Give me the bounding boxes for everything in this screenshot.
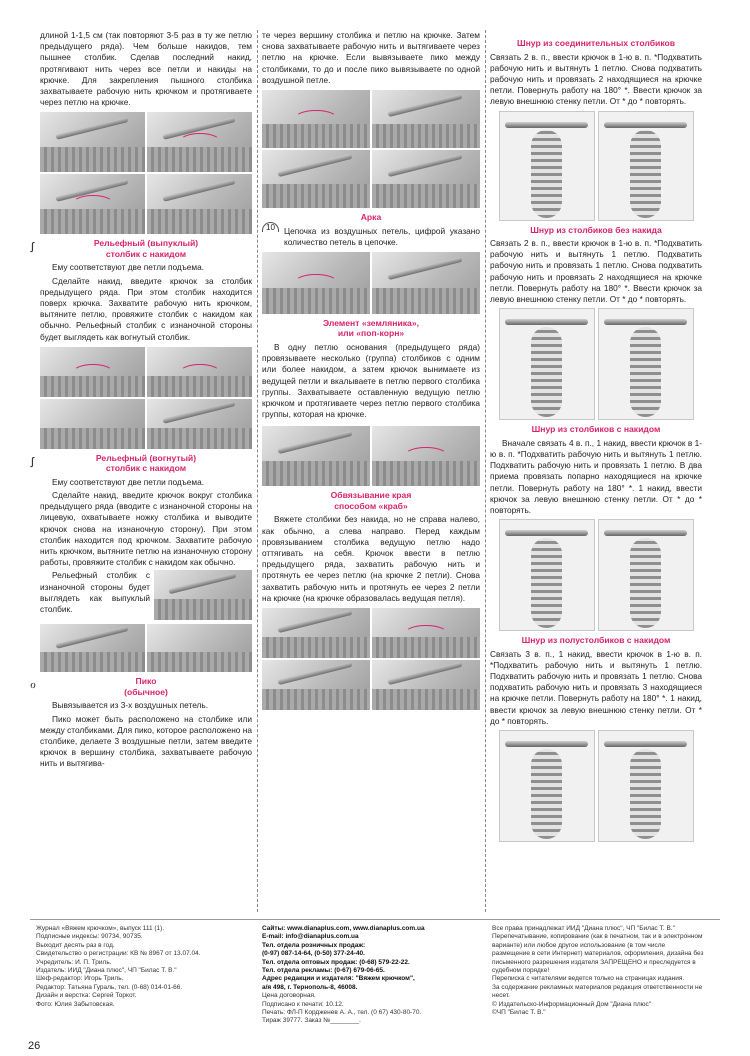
step-photo xyxy=(262,426,370,486)
photo-grid xyxy=(40,347,252,449)
photo-grid xyxy=(40,624,252,672)
paragraph: Ему соответствуют две петли подъема. xyxy=(52,476,205,487)
paragraph: Ему соответствуют две петли подъема. xyxy=(52,262,205,273)
photo-grid xyxy=(262,426,480,486)
footer-contacts: Сайты: www.dianaplus.com, www.dianaplus.com.ua E-mail: info@dianaplus.com.ua Тел. отдела розничных продаж: (0-97) 087-14-64, (0-50) 377-24-40. Тел. отдела оптовых продаж: (0-68) 579-22-22. Тел. отдела рекламы: (0-67) 679-06-65. Адрес редакции и издателя: "Вяжем крючком", а/я 498, г. Тернополь-8, 46008. Цена договорная. Подписано к печати: 10.12. Печать: ФЛ-П Кордженев А. А., тел. (0 67) 430-80-70. Тираж 39777. Заказ №________. xyxy=(262,925,425,1025)
paragraph: Вяжете столбики без накида, но не справа налево, как обычно, а слева направо. Перед каждым провязыванием столбика ведущую петлю надо оттягивать на себя. Крючок ввести в петлю предыдущего ряда, захватить рабочую нить и протянуть ее через петлю (на крючке 2 петли). Снова захватить рабочую нить и протянуть ее через 2 петли на крючке (на крючке образовалась ведущая петля). xyxy=(262,514,480,603)
step-photo xyxy=(40,347,145,397)
footer-imprint: Журнал «Вяжем крючком», выпуск 111 (1). Подписные индексы: 90734, 90735. Выходит десять раз в год. Свидетельство о регистрации: КВ № 8967 от 13.07.04. Учредитель: И. П. Триль. Издатель: ИИД "Диана плюс", ЧП "Билас Т. В." Шеф-редактор: Игорь Триль. Редактор: Татьяна Гураль, тел. (0-68) 014-01-66. Дизайн и верстка: Сергей Торкот. Фото: Юлия Забытовская. xyxy=(36,925,201,1008)
cord-photo xyxy=(598,308,694,420)
cord-photos xyxy=(490,519,702,631)
picot-symbol-icon: ℴ xyxy=(30,676,37,692)
column-2 xyxy=(262,30,480,714)
step-photo xyxy=(262,90,370,148)
step-photo xyxy=(147,174,252,234)
paragraph: Пико может быть расположено на столбике или между столбиками. Для пико, которое расположено на столбике, делаете 3 воздушные петли, затем введите крючок в вершину столбика, захватываете рабочую нить и вытягива- xyxy=(40,713,252,769)
step-photo xyxy=(262,150,370,208)
footer-copyright: Все права принадлежат ИИД "Диана плюс", ЧП "Билас Т. В." Перепечатывание, копирование (как в печатном, так и в электронном варианте) или любое другое использование (в том числе размещение в сети Интернет) материалов, оформления, дизайна без письменного разрешения издателя ЗАПРЕЩЕНО и преследуется в судебном порядке! Переписка с читателями ведется только на страницах издания. За содержание рекламных материалов редакция ответственности не несет. © Издательско-Информационный Дом "Диана плюс" ©ЧП "Билас Т. В." xyxy=(492,925,704,1017)
step-photo xyxy=(372,426,480,486)
arch-symbol: 10 xyxy=(262,222,279,232)
section-title: Шнур из полустолбиков с накидом xyxy=(521,635,671,646)
column-1 xyxy=(30,30,252,772)
section-title: Обвязывание края способом «краб» xyxy=(330,490,412,511)
paragraph: Сделайте накид, введите крючок за столбик предыдущего ряда. При этом столбик находится поверх крючка. Захватите рабочую нить крючком, вытяните петлю, провяжите столбик с накидом как обычно. Рельефный столбик с изнаночной стороны будет выглядеть как вогнутый столбик. xyxy=(40,275,252,342)
step-photo xyxy=(372,90,480,148)
cord-photo xyxy=(598,730,694,842)
step-photo xyxy=(40,112,145,172)
section-title: Элемент «земляника», или «поп-корн» xyxy=(323,317,419,339)
cord-photos xyxy=(490,111,702,221)
page-number: 26 xyxy=(28,1040,41,1052)
step-photo xyxy=(40,174,145,234)
paragraph: Связать 2 в. п., ввести крючок в 1-ю в. п. *Подхватить рабочую нить и вытянуть 1 петлю. Подхватить рабочую нить и провязать 1 петлю. Снова подхватить рабочую нить и провязать 2 находящиеся на крючке петли. Повернуть работу на 180° *. Ввести крючок за левую внешнюю стенку петли. От * до * повторять. xyxy=(490,238,702,305)
step-photo xyxy=(262,608,370,658)
intro-paragraph: те через вершину столбика и петлю на крючке. Затем снова захватываете рабочую нить и вытягиваете через петлю на крючке. Если вывязываете пико между столбиками, то до и после пико вывязываете по одной воздушной петле. xyxy=(262,30,480,85)
cord-photo xyxy=(499,730,595,842)
section-title: Шнур из соединительных столбиков xyxy=(516,38,676,48)
step-photo xyxy=(262,660,370,710)
section-title: Пико (обычное) xyxy=(124,676,168,697)
photo-grid xyxy=(262,608,480,710)
paragraph: Вывязывается из 3-х воздушных петель. xyxy=(52,700,209,711)
cord-photo xyxy=(499,308,595,420)
step-photo xyxy=(147,112,252,172)
step-photo xyxy=(147,399,252,449)
paragraph: Сделайте накид, введите крючок вокруг столбика предыдущего ряда (вводите с изнаночной стороны на лицевую, охватываете ножку столбика и выводите крючок снова на изнаночную сторону). При этом столбик находится под крючком. Захватите рабочую нить крючком, вытяните петлю на изнаночную сторону работы, провяжите столбик с накидом как обычно. xyxy=(40,490,252,568)
paragraph: Связать 3 в. п., 1 накид, ввести крючок в 1-ю в. п. *Подхватить рабочую нить и вытянуть 1 петлю. Подхватить рабочую нить и провязать 1 петлю. Снова подхватить рабочую нить и провязать 3 находящиеся на крючке петли. Повернуть работу на 180° *. 1 накид, ввести крючок за левую внешнюю стенку петли. От * до * повторять. xyxy=(490,648,702,726)
step-photo xyxy=(262,252,370,314)
cord-photo xyxy=(598,519,694,631)
cord-photo xyxy=(499,111,595,221)
step-photo xyxy=(372,660,480,710)
stitch-symbol-icon: ꭍ xyxy=(30,454,35,470)
section-title: Шнур из столбиков с накидом xyxy=(531,424,661,435)
photo-grid xyxy=(40,112,252,234)
section-title: Рельефный (вогнутый) столбик с накидом xyxy=(95,452,197,474)
step-photo xyxy=(372,150,480,208)
step-photo xyxy=(147,624,252,672)
cord-photos xyxy=(490,730,702,842)
stitch-symbol-icon: ꭍ xyxy=(30,240,35,256)
intro-paragraph: длиной 1-1,5 см (так повторяют 3-5 раз в ту же петлю предыдущего ряда). Чем больше накидов, тем пышнее столбик. Сделав последний накид, протягивают нить через все петли и накиды на крючке. Для закрепления пышного столбика захватываете рабочую нить крючком и протягиваете через петлю на крючке. xyxy=(40,30,252,108)
step-photo xyxy=(372,608,480,658)
section-title: Шнур из столбиков без накида xyxy=(530,224,662,235)
step-photo xyxy=(147,347,252,397)
section-title: Рельефный (выпуклый) столбик с накидом xyxy=(93,238,199,259)
photo-grid xyxy=(262,252,480,314)
cord-photo xyxy=(499,519,595,631)
paragraph: Вначале связать 4 в. п., 1 накид, ввести крючок в 1-ю в. п. *Подхватить рабочую нить и вытянуть 1 петлю. Подхватить рабочую нить и провязать 1 петлю. В два приема провязать попарно находящиеся на крючке петли. Повернуть работу на 180° *. 1 накид, ввести крючок за левую внешнюю стенку петли. От * до * повторять. xyxy=(490,437,702,515)
paragraph: Рельефный столбик с изнаночной стороны будет выглядеть как выпуклый столбик. xyxy=(40,570,150,615)
step-photo xyxy=(372,252,480,314)
paragraph: Связать 2 в. п., ввести крючок в 1-ю в. п. *Подхватить рабочую нить и вытянуть 1 петлю. Снова подхватить рабочую нить и провязать 2 находящиеся на крючке петли. Повернуть работу на 180° *. Ввести крючок за левую внешнюю стенку петли. От * до * повторять. xyxy=(490,51,702,107)
cord-photo xyxy=(598,111,694,221)
column-3 xyxy=(490,30,702,845)
paragraph: Цепочка из воздушных петель, цифрой указано количество петель в цепочке. xyxy=(284,225,480,247)
step-photo xyxy=(40,399,145,449)
section-title: Арка xyxy=(360,212,382,223)
photo-grid xyxy=(262,90,480,208)
cord-photos xyxy=(490,308,702,420)
paragraph: В одну петлю основания (предыдущего ряда) провязываете несколько (группа) столбиков с одним или более накидом, а затем крючок вынимаете из ведущей петли и вкалываете в петлю первого столбика группы. Захватываете оставленную ведущую петлю крючком и протягиваете через петлю первого столбика группы, которая на крючке. xyxy=(262,341,480,420)
step-photo xyxy=(40,624,145,672)
step-photo xyxy=(154,570,252,620)
